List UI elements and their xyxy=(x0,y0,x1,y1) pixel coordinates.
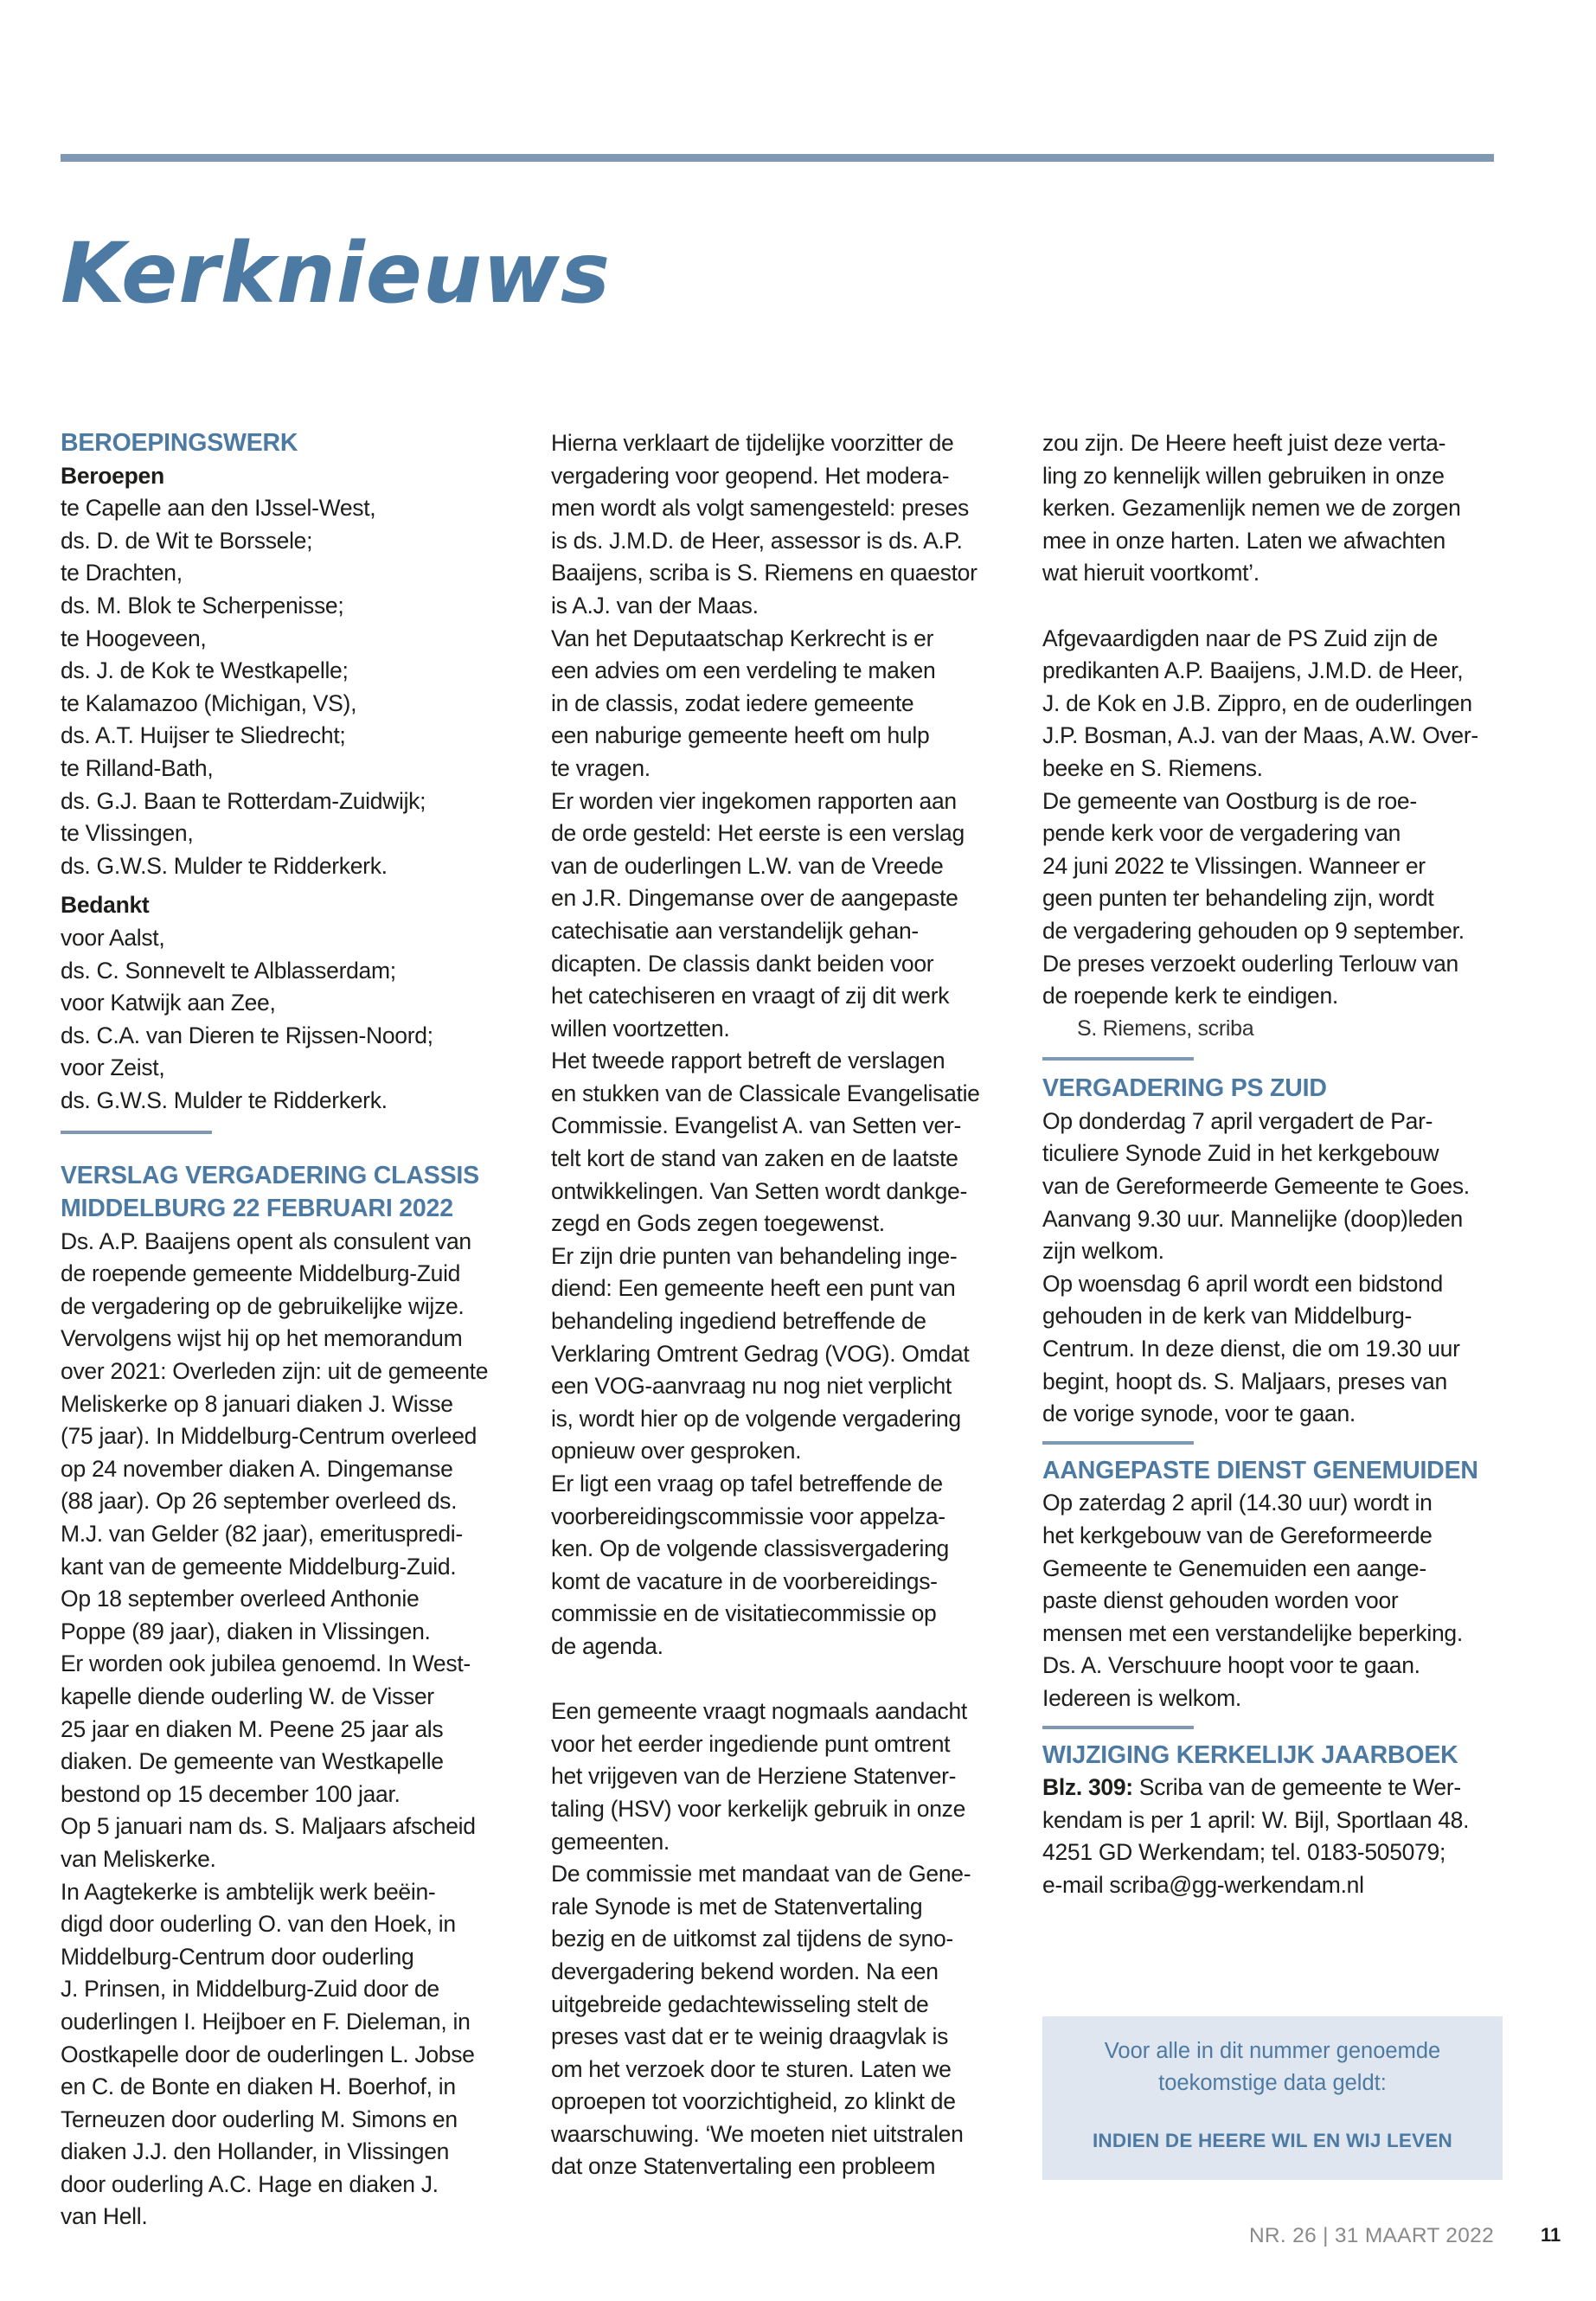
verslag-text-line: Commissie. Evangelist A. van Setten ver- xyxy=(551,1112,962,1139)
verslag-text-line: commissie en de visitatiecommissie op xyxy=(551,1600,937,1627)
verslag-text-line: Vervolgens wijst hij op het memorandum xyxy=(61,1325,463,1352)
verslag-text-line: Een gemeente vraagt nogmaals aandacht xyxy=(551,1698,967,1725)
verslag-text-line: te vragen. xyxy=(551,754,651,781)
verslag-heading-line: VERSLAG VERGADERING CLASSIS xyxy=(61,1162,479,1190)
beroepen-line: ds. A.T. Huijser te Sliedrecht; xyxy=(61,722,346,749)
issue-footer: NR. 26 | 31 MAART 2022 xyxy=(1248,2224,1494,2247)
beroepen-line: te Hoogeveen, xyxy=(61,625,207,651)
verslag-text-line: komt de vacature in de voorbereidings- xyxy=(551,1567,938,1594)
verslag-text-line: Ds. A.P. Baaijens opent als consulent van xyxy=(61,1227,471,1254)
signature: S. Riemens, scriba xyxy=(1077,1016,1254,1041)
beroepen-line: te Kalamazoo (Michigan, VS), xyxy=(61,689,357,716)
genemuiden-line: paste dienst gehouden worden voor xyxy=(1042,1587,1399,1614)
verslag-text-line: opnieuw over gesproken. xyxy=(551,1438,802,1465)
verslag-text-col3 xyxy=(1042,427,1494,590)
verslag-text-line: een VOG-aanvraag nu nog niet verplicht xyxy=(551,1373,952,1400)
verslag-text-line: dicapten. De classis dankt beiden voor xyxy=(551,950,934,977)
verslag-text-line: ontwikkelingen. Van Setten wordt dankge- xyxy=(551,1177,968,1204)
verslag-text-line: Baaijens, scriba is S. Riemens en quaestor xyxy=(551,560,977,586)
ps-zuid-line: de vorige synode, voor te gaan. xyxy=(1042,1400,1356,1427)
verslag-text-line: oproepen tot voorzichtigheid, zo klinkt de xyxy=(551,2088,956,2115)
bedankt-line: voor Zeist, xyxy=(61,1054,165,1081)
verslag-text-line: de vergadering op de gebruikelijke wijze. xyxy=(61,1292,465,1319)
verslag-text-line: mee in onze harten. Laten we afwachten xyxy=(1042,527,1445,554)
ps-zuid-line: Aanvang 9.30 uur. Mannelijke (doop)leden xyxy=(1042,1205,1463,1232)
ps-zuid-line: Op donderdag 7 april vergadert de Par- xyxy=(1042,1107,1433,1134)
genemuiden-line: mensen met een verstandelijke beperking. xyxy=(1042,1619,1463,1646)
beroepen-line: ds. G.J. Baan te Rotterdam-Zuidwijk; xyxy=(61,787,426,814)
top-rule xyxy=(61,154,1494,162)
column-1 xyxy=(61,427,512,2234)
verslag-text-col1 xyxy=(61,1226,512,2234)
verslag-text-line: Hierna verklaart de tijdelijke voorzitter de xyxy=(551,430,954,456)
verslag-text-line: preses vast dat er te weinig draagvlak is xyxy=(551,2023,949,2050)
notice-text xyxy=(1042,2035,1503,2099)
verslag-text-line: In Aagtekerke is ambtelijk werk beëin- xyxy=(61,1878,436,1905)
verslag-text-line: Middelburg-Centrum door ouderling xyxy=(61,1943,414,1970)
genemuiden-line: Ds. A. Verschuure hoopt voor te gaan. xyxy=(1042,1652,1420,1679)
notice-box xyxy=(1042,2016,1503,2180)
verslag-text-line: Oostkapelle door de ouderlingen L. Jobse xyxy=(61,2041,475,2067)
verslag-text-line: Het tweede rapport betreft de verslagen xyxy=(551,1048,945,1074)
notice-line-2: toekomstige data geldt: xyxy=(1158,2071,1387,2095)
verslag-text-line: willen voortzetten. xyxy=(551,1015,730,1042)
verslag-text-line: predikanten A.P. Baaijens, J.M.D. de Heer, xyxy=(1042,657,1464,684)
verslag-text-line: uitgebreide gedachtewisseling stelt de xyxy=(551,1990,929,2017)
verslag-text-line: Meliskerke op 8 januari diaken J. Wisse xyxy=(61,1390,453,1417)
verslag-text-line: een advies om een verdeling te maken xyxy=(551,657,936,684)
ps-zuid-line: ticuliere Synode Zuid in het kerkgebouw xyxy=(1042,1140,1439,1167)
verslag-text-line: diaken. De gemeente van Westkapelle xyxy=(61,1748,444,1775)
verslag-text-line: Op 18 september overleed Anthonie xyxy=(61,1586,420,1612)
verslag-text-line: beeke en S. Riemens. xyxy=(1042,754,1263,781)
verslag-text-line: men wordt als volgt samengesteld: preses xyxy=(551,495,969,522)
verslag-text-line: ken. Op de volgende classisvergadering xyxy=(551,1535,949,1562)
verslag-text-line: van Meliskerke. xyxy=(61,1845,216,1872)
verslag-text-line: de roepende kerk te eindigen. xyxy=(1042,983,1338,1009)
beroepen-line: te Vlissingen, xyxy=(61,820,194,847)
ps-zuid-line: zijn welkom. xyxy=(1042,1238,1164,1265)
verslag-text-line: van de ouderlingen L.W. van de Vreede xyxy=(551,852,944,879)
verslag-text-line: en C. de Bonte en diaken H. Boerhof, in xyxy=(61,2073,456,2100)
verslag-text-line: Afgevaardigden naar de PS Zuid zijn de xyxy=(1042,625,1439,651)
verslag-text-line: De preses verzoekt ouderling Terlouw van xyxy=(1042,950,1458,977)
verslag-text-line: J. de Kok en J.B. Zippro, en de ouderlingen xyxy=(1042,689,1472,716)
genemuiden-line: Gemeente te Genemuiden een aange- xyxy=(1042,1554,1426,1581)
genemuiden-line: Iedereen is welkom. xyxy=(1042,1684,1241,1711)
verslag-text-line: de agenda. xyxy=(551,1632,663,1659)
verslag-text-line: wat hieruit voortkomt’. xyxy=(1042,560,1259,586)
verslag-text-line: over 2021: Overleden zijn: uit de gemeente xyxy=(61,1358,489,1385)
verslag-text-line: 24 juni 2022 te Vlissingen. Wanneer er xyxy=(1042,852,1426,879)
verslag-text-line: De commissie met mandaat van de Gene- xyxy=(551,1861,971,1888)
jaarboek-page-ref: Blz. 309: xyxy=(1042,1774,1133,1801)
beroepen-line: ds. D. de Wit te Borssele; xyxy=(61,527,313,554)
verslag-text-col2b xyxy=(551,1695,1003,2183)
notice-motto: INDIEN DE HEERE WIL EN WIJ LEVEN xyxy=(1092,2130,1453,2151)
verslag-text-line: 25 jaar en diaken M. Peene 25 jaar als xyxy=(61,1715,444,1742)
jaarboek-line: kendam is per 1 april: W. Bijl, Sportlaan 48. xyxy=(1042,1806,1470,1833)
genemuiden-heading: AANGEPASTE DIENST GENEMUIDEN xyxy=(1042,1456,1478,1484)
ps-zuid-line: gehouden in de kerk van Middelburg- xyxy=(1042,1303,1413,1330)
verslag-text-line: is A.J. van der Maas. xyxy=(551,592,759,619)
genemuiden-text xyxy=(1042,1487,1494,1715)
verslag-text-line: rale Synode is met de Statenvertaling xyxy=(551,1893,923,1920)
verslag-text-col2 xyxy=(551,427,1003,1663)
verslag-text-line: van Hell. xyxy=(61,2203,148,2230)
verslag-text-line: zegd en Gods zegen toegewenst. xyxy=(551,1210,885,1237)
beroepen-list xyxy=(61,492,512,882)
bedankt-line: ds. G.W.S. Mulder te Ridderkerk. xyxy=(61,1086,388,1113)
page-number: 11 xyxy=(1541,2224,1561,2246)
verslag-text-line: geen punten ter behandeling zijn, wordt xyxy=(1042,885,1434,912)
verslag-text-line: behandeling ingediend betreffende de xyxy=(551,1308,926,1335)
verslag-text-line: Van het Deputaatschap Kerkrecht is er xyxy=(551,625,934,651)
verslag-text-line: Poppe (89 jaar), diaken in Vlissingen. xyxy=(61,1618,431,1644)
beroepen-line: te Drachten, xyxy=(61,560,183,586)
verslag-text-line: op 24 november diaken A. Dingemanse xyxy=(61,1455,453,1482)
beroepingswerk-heading: BEROEPINGSWERK xyxy=(61,429,298,457)
jaarboek-first-line-text: Scriba van de gemeente te Wer- xyxy=(1132,1774,1461,1801)
verslag-text-line: in de classis, zodat iedere gemeente xyxy=(551,689,914,716)
verslag-text-line: diaken J.J. den Hollander, in Vlissingen xyxy=(61,2138,450,2165)
verslag-text-line: ouderlingen I. Heijboer en F. Dieleman, in xyxy=(61,2008,471,2035)
bedankt-list xyxy=(61,922,512,1118)
verslag-text-line: (88 jaar). Op 26 september overleed ds. xyxy=(61,1488,458,1515)
beroepen-line: ds. J. de Kok te Westkapelle; xyxy=(61,657,349,684)
jaarboek-line: e-mail scriba@gg-werkendam.nl xyxy=(1042,1871,1364,1898)
verslag-text-line: dat onze Statenvertaling een probleem xyxy=(551,2153,936,2180)
beroepen-label: Beroepen xyxy=(61,462,164,489)
verslag-text-line: gemeenten. xyxy=(551,1828,670,1855)
verslag-text-line: vergadering voor geopend. Het modera- xyxy=(551,462,950,489)
verslag-text-line: de roepende gemeente Middelburg-Zuid xyxy=(61,1260,461,1287)
verslag-text-line: telt kort de stand van zaken en de laatste xyxy=(551,1145,958,1172)
bedankt-line: ds. C. Sonnevelt te Alblasserdam; xyxy=(61,957,396,984)
verslag-text-line: door ouderling A.C. Hage en diaken J. xyxy=(61,2170,439,2197)
verslag-text-line: De gemeente van Oostburg is de roe- xyxy=(1042,787,1417,814)
bedankt-line: ds. C.A. van Dieren te Rijssen-Noord; xyxy=(61,1022,433,1048)
verslag-text-line: en stukken van de Classicale Evangelisatie xyxy=(551,1080,980,1106)
bedankt-line: voor Katwijk aan Zee, xyxy=(61,990,276,1016)
verslag-text-col3b xyxy=(1042,623,1494,1013)
verslag-text-line: devergadering bekend worden. Na een xyxy=(551,1958,939,1984)
verslag-text-line: om het verzoek door te sturen. Laten we xyxy=(551,2055,952,2082)
bedankt-line: voor Aalst, xyxy=(61,924,165,951)
verslag-text-line: zou zijn. De Heere heeft juist deze verta- xyxy=(1042,430,1446,456)
jaarboek-line: 4251 GD Werkendam; tel. 0183-505079; xyxy=(1042,1839,1446,1866)
verslag-text-line: taling (HSV) voor kerkelijk gebruik in onze xyxy=(551,1795,966,1822)
verslag-text-line: kant van de gemeente Middelburg-Zuid. xyxy=(61,1553,457,1580)
ps-zuid-text xyxy=(1042,1106,1494,1431)
verslag-text-line: bezig en de uitkomst zal tijdens de syno- xyxy=(551,1926,953,1952)
verslag-text-line: pende kerk voor de vergadering van xyxy=(1042,820,1401,847)
verslag-text-line: bestond op 15 december 100 jaar. xyxy=(61,1780,401,1807)
verslag-text-line: voorbereidingscommissie voor appelza- xyxy=(551,1503,945,1529)
genemuiden-line: Op zaterdag 2 april (14.30 uur) wordt in xyxy=(1042,1490,1433,1516)
page-title: Kerknieuws xyxy=(61,225,611,322)
verslag-text-line: diend: Een gemeente heeft een punt van xyxy=(551,1275,956,1302)
verslag-text-line: de vergadering gehouden op 9 september. xyxy=(1042,917,1465,944)
jaarboek-first-line xyxy=(1042,1772,1494,1804)
verslag-text-line: Er zijn drie punten van behandeling inge- xyxy=(551,1242,958,1269)
verslag-text-line: kapelle diende ouderling W. de Visser xyxy=(61,1682,434,1709)
verslag-text-line: Er worden ook jubilea genoemd. In West- xyxy=(61,1650,471,1677)
column-3 xyxy=(1042,427,1494,1902)
verslag-text-line: M.J. van Gelder (82 jaar), emerituspredi- xyxy=(61,1521,463,1547)
verslag-text-line: een naburige gemeente heeft om hulp xyxy=(551,722,930,749)
beroepen-line: te Capelle aan den IJssel-West, xyxy=(61,495,376,522)
jaarboek-text xyxy=(1042,1804,1494,1902)
verslag-text-line: Er worden vier ingekomen rapporten aan xyxy=(551,787,957,814)
verslag-text-line: Op 5 januari nam ds. S. Maljaars afscheid xyxy=(61,1813,476,1840)
verslag-text-line: het vrijgeven van de Herziene Statenver- xyxy=(551,1763,957,1790)
verslag-text-line: Terneuzen door ouderling M. Simons en xyxy=(61,2106,458,2132)
verslag-text-line: ling zo kennelijk willen gebruiken in onze xyxy=(1042,462,1445,489)
verslag-text-line: voor het eerder ingediende punt omtrent xyxy=(551,1730,951,1757)
ps-zuid-line: Op woensdag 6 april wordt een bidstond xyxy=(1042,1270,1443,1297)
verslag-text-line: is, wordt hier op de volgende vergadering xyxy=(551,1405,961,1432)
beroepen-line: ds. G.W.S. Mulder te Ridderkerk. xyxy=(61,852,388,879)
genemuiden-line: het kerkgebouw van de Gereformeerde xyxy=(1042,1522,1433,1548)
verslag-text-line: (75 jaar). In Middelburg-Centrum overleed xyxy=(61,1423,478,1450)
ps-zuid-line: Centrum. In deze dienst, die om 19.30 uur xyxy=(1042,1336,1460,1362)
notice-line-1: Voor alle in dit nummer genoemde xyxy=(1104,2039,1441,2063)
verslag-text-line: Er ligt een vraag op tafel betreffende de xyxy=(551,1471,943,1497)
beroepen-line: te Rilland-Bath, xyxy=(61,754,214,781)
verslag-text-line: en J.R. Dingemanse over de aangepaste xyxy=(551,885,958,912)
ps-zuid-line: van de Gereformeerde Gemeente te Goes. xyxy=(1042,1173,1470,1200)
verslag-text-line: digd door ouderling O. van den Hoek, in xyxy=(61,1911,456,1938)
verslag-text-line: is ds. J.M.D. de Heer, assessor is ds. A.P. xyxy=(551,527,963,554)
column-2 xyxy=(551,427,1003,2183)
beroepen-line: ds. M. Blok te Scherpenisse; xyxy=(61,592,344,619)
verslag-text-line: J. Prinsen, in Middelburg-Zuid door de xyxy=(61,1976,439,2003)
verslag-text-line: het catechiseren en vraagt of zij dit werk xyxy=(551,983,950,1009)
verslag-text-line: waarschuwing. ‘We moeten niet uitstralen xyxy=(551,2120,964,2147)
jaarboek-heading: WIJZIGING KERKELIJK JAARBOEK xyxy=(1042,1740,1458,1769)
ps-zuid-line: begint, hoopt ds. S. Maljaars, preses van xyxy=(1042,1368,1447,1394)
verslag-text-line: Verklaring Omtrent Gedrag (VOG). Omdat xyxy=(551,1340,970,1367)
ps-zuid-heading: VERGADERING PS ZUID xyxy=(1042,1074,1327,1103)
bedankt-label: Bedankt xyxy=(61,892,150,919)
verslag-heading xyxy=(61,1160,512,1225)
verslag-heading-line: MIDDELBURG 22 FEBRUARI 2022 xyxy=(61,1195,453,1223)
verslag-text-line: catechisatie aan verstandelijk gehan- xyxy=(551,917,919,944)
verslag-text-line: de orde gesteld: Het eerste is een verslag xyxy=(551,820,965,847)
verslag-text-line: kerken. Gezamenlijk nemen we de zorgen xyxy=(1042,495,1461,522)
verslag-text-line: J.P. Bosman, A.J. van der Maas, A.W. Over- xyxy=(1042,722,1478,749)
